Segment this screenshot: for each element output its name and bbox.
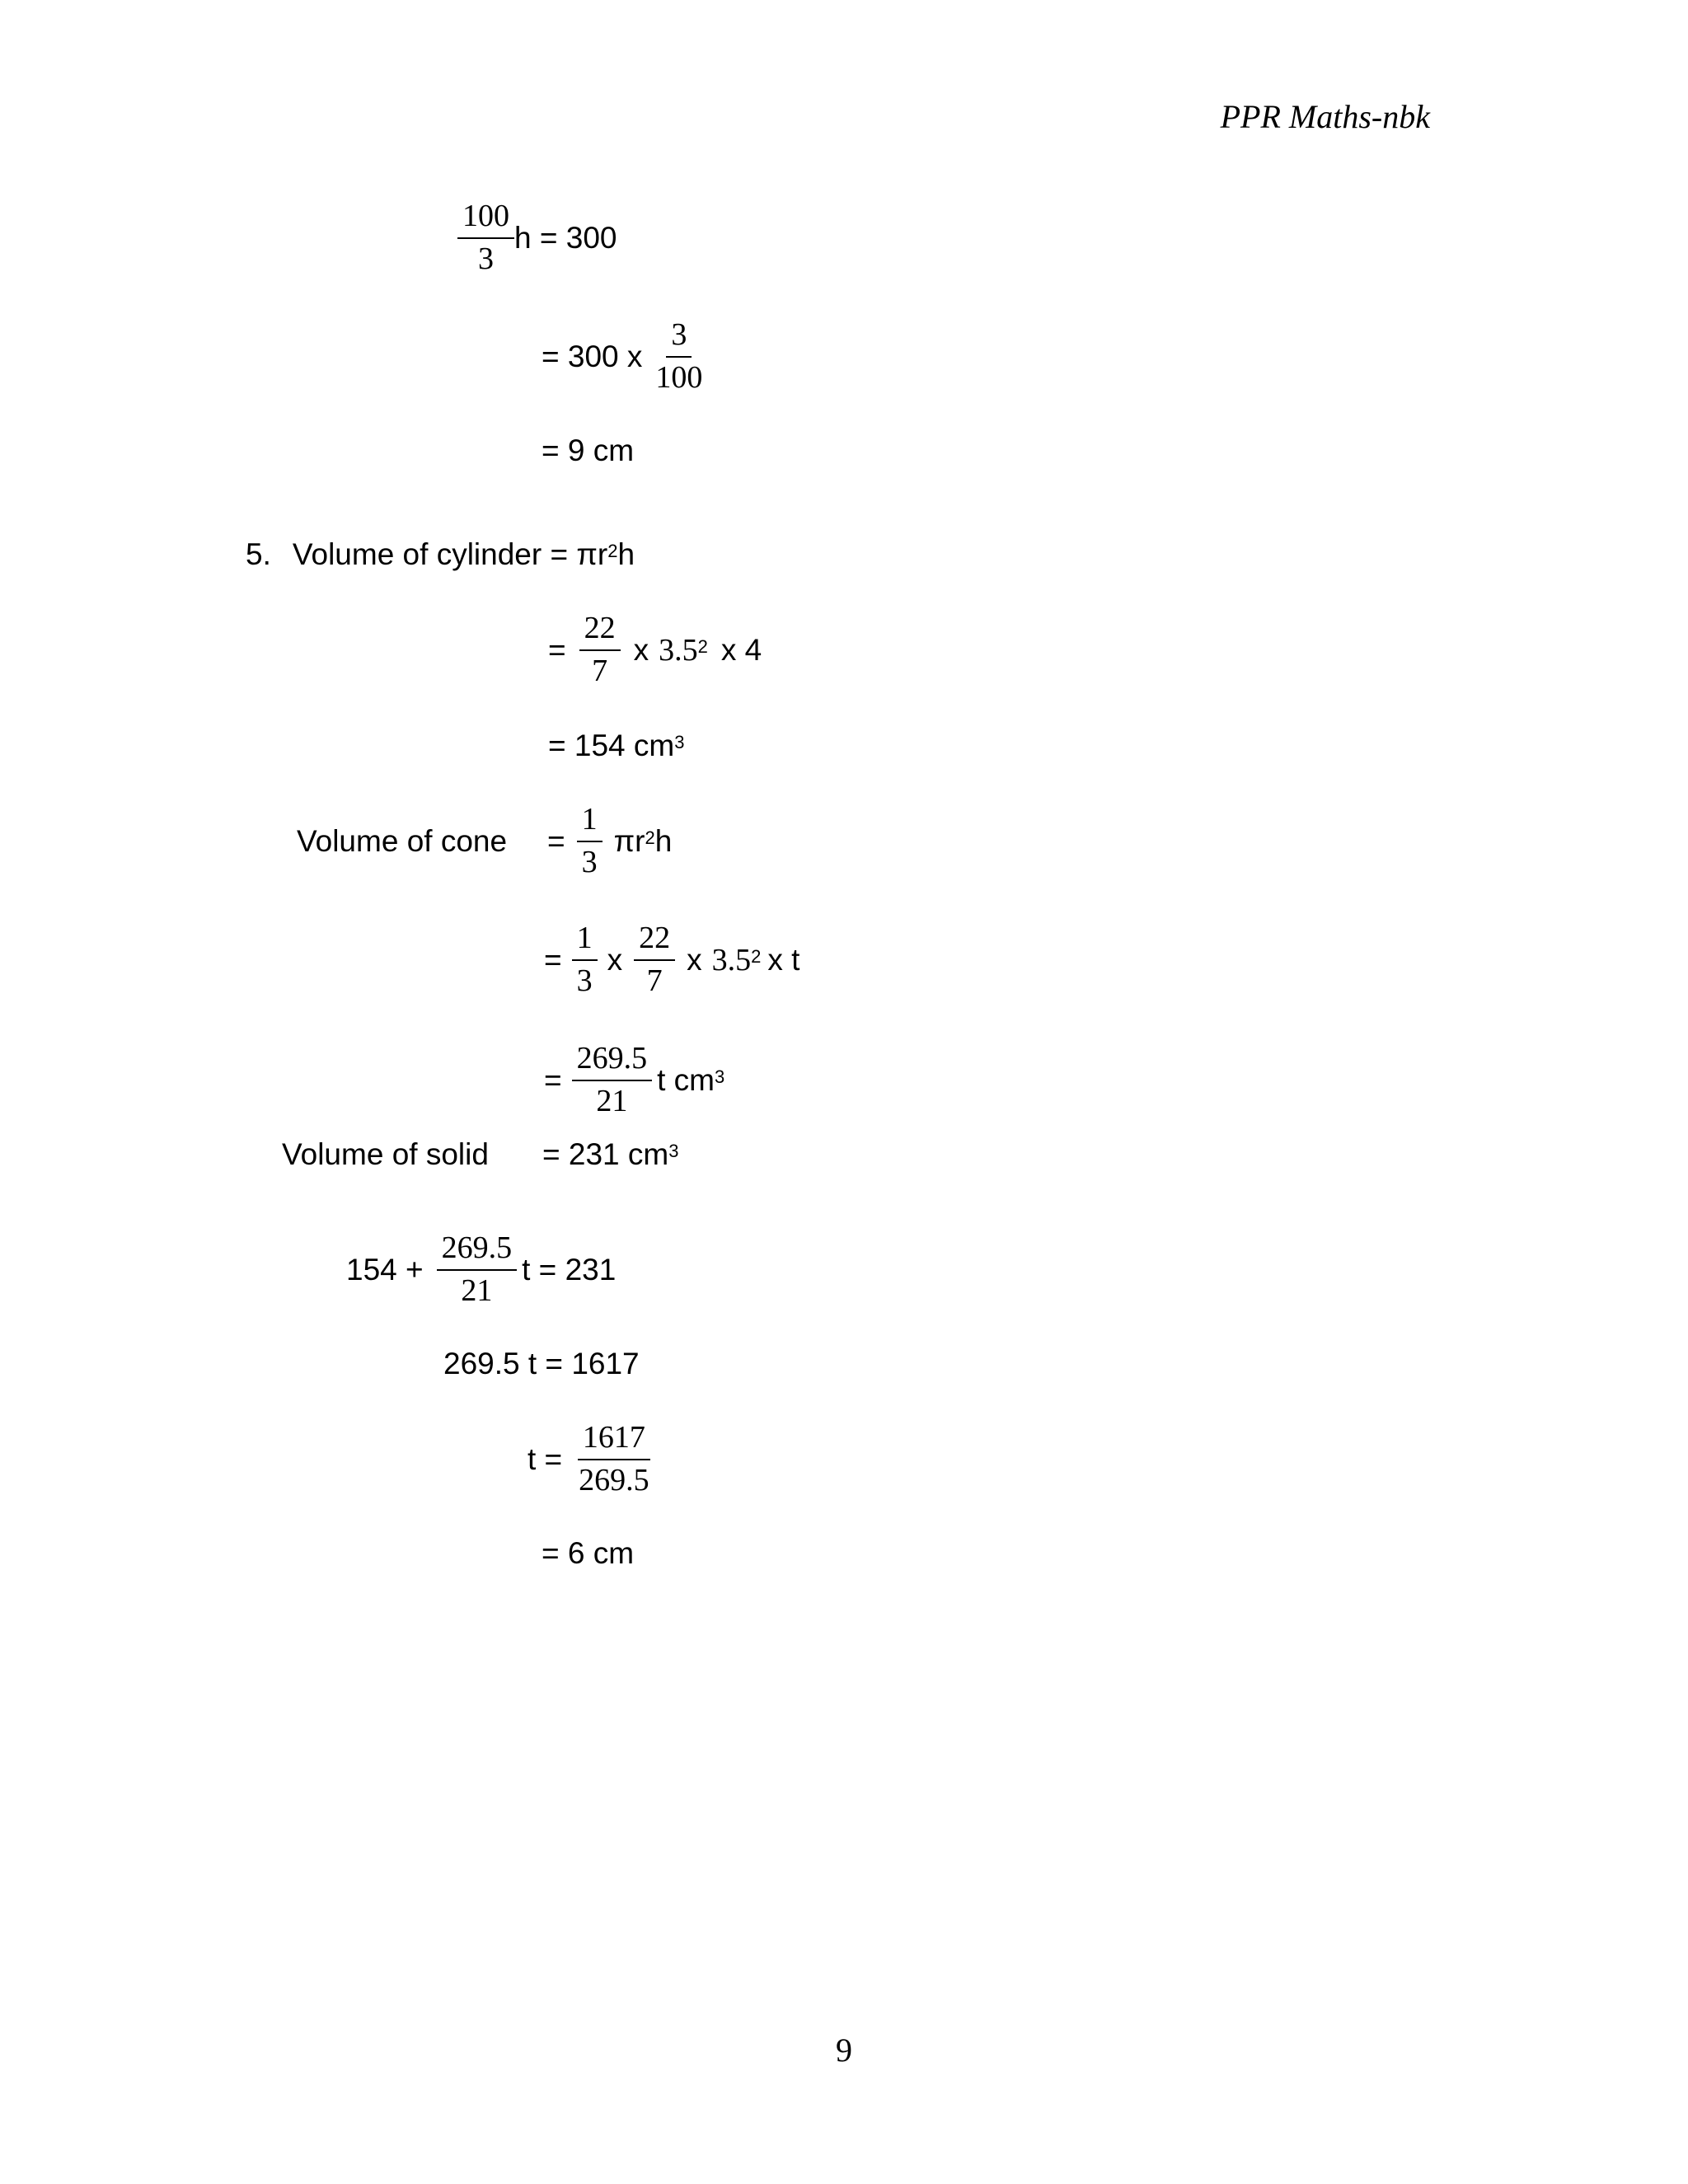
step-h-multiply — [542, 316, 707, 396]
denominator: 3 — [576, 963, 593, 998]
superscript: 2 — [751, 945, 762, 967]
expression-text: = 9 cm — [542, 434, 635, 467]
page-header: PPR Maths-nbk — [1220, 98, 1430, 135]
expression-text: h — [654, 823, 673, 858]
step-h-result — [542, 434, 634, 468]
numerator: 269.5 — [572, 1040, 653, 1081]
expression-text: x t — [767, 942, 800, 977]
numerator: 100 — [457, 198, 514, 239]
denominator: 3 — [478, 241, 494, 276]
equation-simplified — [443, 1347, 640, 1381]
fraction — [574, 1419, 654, 1499]
equals-sign: = — [548, 632, 566, 667]
expression-text: πr — [613, 823, 645, 858]
denominator: 100 — [655, 359, 703, 395]
superscript: 2 — [697, 635, 708, 657]
denominator: 7 — [646, 963, 663, 998]
superscript: 3 — [668, 1141, 679, 1161]
row-label: Volume of cone — [297, 823, 508, 858]
denominator: 21 — [596, 1083, 628, 1118]
expression-text: t = 231 — [522, 1252, 617, 1286]
expression-text: 269.5 t = 1617 — [443, 1347, 640, 1380]
fraction — [634, 920, 675, 1000]
fraction — [572, 920, 598, 1000]
fraction — [572, 1040, 653, 1120]
denominator: 7 — [592, 653, 608, 688]
solid-volume — [282, 1137, 678, 1172]
cylinder-substitution — [548, 610, 762, 690]
cone-result — [544, 1040, 724, 1120]
cylinder-volume-formula — [246, 537, 635, 572]
item-number: 5. — [246, 537, 271, 571]
expression-text: h — [617, 537, 635, 571]
times-sign: x — [687, 942, 702, 977]
expression-text: = 6 cm — [542, 1536, 635, 1570]
superscript: 2 — [645, 827, 655, 848]
denominator: 269.5 — [579, 1462, 649, 1497]
page-number: 9 — [836, 2032, 852, 2069]
expression-text: t = — [528, 1441, 563, 1476]
step-h-equation — [457, 198, 617, 278]
superscript: 2 — [607, 541, 618, 561]
expression-text: 154 + — [346, 1252, 424, 1286]
denominator: 3 — [581, 844, 598, 879]
denominator: 21 — [461, 1272, 493, 1308]
cone-substitution — [544, 920, 799, 1000]
expression-text: t cm — [657, 1062, 715, 1097]
radius-value: 3.5 — [659, 632, 698, 668]
times-sign: x — [633, 632, 649, 667]
fraction — [650, 316, 707, 396]
cone-volume-formula — [297, 801, 672, 881]
equals-sign: = — [544, 1062, 562, 1097]
fraction — [457, 198, 514, 278]
superscript: 3 — [674, 732, 685, 752]
times-sign: x — [607, 942, 623, 977]
numerator: 3 — [666, 316, 692, 358]
expression-text: = 300 x — [542, 339, 643, 373]
equation-sum — [346, 1230, 616, 1310]
numerator: 1 — [577, 801, 603, 842]
expression-text: h = 300 — [514, 220, 617, 255]
numerator: 1617 — [578, 1419, 650, 1460]
expression-text: = 154 cm — [548, 729, 675, 762]
numerator: 1 — [572, 920, 598, 961]
fraction — [579, 610, 621, 690]
expression-text: x 4 — [720, 632, 762, 667]
numerator: 269.5 — [437, 1230, 518, 1271]
equals-sign: = — [547, 823, 565, 858]
expression-text: Volume of cylinder = πr — [292, 537, 608, 571]
numerator: 22 — [579, 610, 621, 651]
equals-sign: = — [544, 942, 562, 977]
final-answer — [542, 1536, 634, 1571]
fraction — [437, 1230, 518, 1310]
numerator: 22 — [634, 920, 675, 961]
fraction — [577, 801, 603, 881]
row-label: Volume of solid — [282, 1137, 489, 1171]
superscript: 3 — [715, 1066, 725, 1087]
equation-solve-t — [528, 1419, 654, 1499]
cylinder-result — [548, 729, 684, 763]
expression-text: = 231 cm — [542, 1137, 669, 1171]
radius-value: 3.5 — [711, 942, 752, 977]
